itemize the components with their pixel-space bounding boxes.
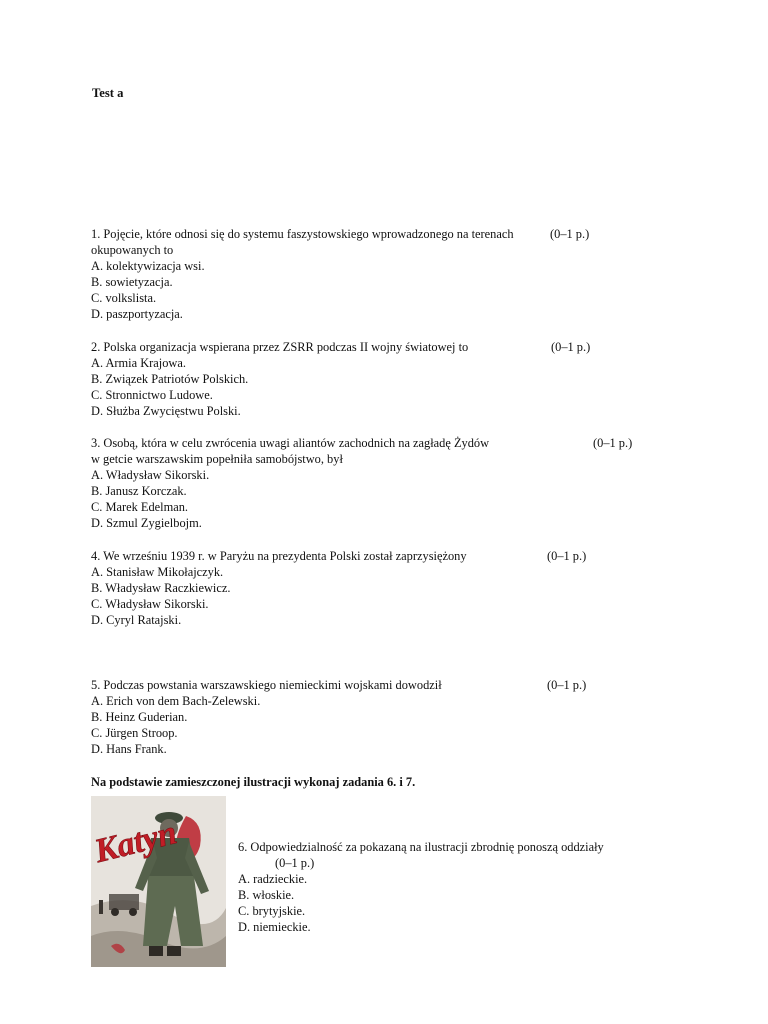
- answer-option: D. Cyryl Ratajski.: [91, 613, 182, 627]
- answer-option: D. Szmul Zygielbojm.: [91, 516, 202, 530]
- answer-option: B. Związek Patriotów Polskich.: [91, 372, 249, 386]
- answer-option: A. Armia Krajowa.: [91, 356, 186, 370]
- question-text: 4. We wrześniu 1939 r. w Paryżu na prezydenta Polski został zaprzysiężony: [91, 549, 467, 563]
- poster-title: Katyn: [91, 814, 181, 871]
- answer-option: A. radzieckie.: [238, 872, 308, 886]
- answer-option: C. Jürgen Stroop.: [91, 726, 178, 740]
- answer-option: B. Heinz Guderian.: [91, 710, 188, 724]
- question-6: [238, 839, 604, 935]
- katyn-poster-image: [91, 796, 226, 967]
- points-label: (0–1 p.): [275, 856, 315, 870]
- question-4: [91, 548, 651, 628]
- instruction-text: Na podstawie zamieszczonej ilustracji wykonaj zadania 6. i 7.: [91, 775, 416, 789]
- answer-option: D. niemieckie.: [238, 920, 311, 934]
- answer-option: D. Hans Frank.: [91, 742, 167, 756]
- answer-option: C. brytyjskie.: [238, 904, 306, 918]
- answer-option: C. volkslista.: [91, 291, 157, 305]
- poster-lettering: [91, 796, 226, 967]
- question-text: 6. Odpowiedzialność za pokazaną na ilustracji zbrodnię ponoszą oddziały: [238, 840, 604, 854]
- points-label: (0–1 p.): [551, 340, 591, 354]
- question-2: [91, 339, 651, 419]
- question-3: [91, 435, 651, 531]
- answer-option: D. Służba Zwycięstwu Polski.: [91, 404, 241, 418]
- answer-option: A. Stanisław Mikołajczyk.: [91, 565, 224, 579]
- question-text: 2. Polska organizacja wspierana przez ZSRR podczas II wojny światowej to: [91, 340, 469, 354]
- page-title: Test a: [92, 86, 124, 100]
- question-text: 3. Osobą, która w celu zwrócenia uwagi aliantów zachodnich na zagładę Żydów: [91, 436, 490, 450]
- points-label: (0–1 p.): [593, 436, 633, 450]
- answer-option: A. Erich von dem Bach-Zelewski.: [91, 694, 261, 708]
- question-1: [91, 226, 651, 322]
- answer-option: C. Władysław Sikorski.: [91, 597, 209, 611]
- answer-option: C. Stronnictwo Ludowe.: [91, 388, 213, 402]
- points-label: (0–1 p.): [547, 549, 587, 563]
- answer-option: B. włoskie.: [238, 888, 295, 902]
- answer-option: D. paszportyzacja.: [91, 307, 183, 321]
- points-label: (0–1 p.): [547, 678, 587, 692]
- question-text: 1. Pojęcie, które odnosi się do systemu faszystowskiego wprowadzonego na terenach: [91, 227, 514, 241]
- points-label: (0–1 p.): [550, 227, 590, 241]
- answer-option: C. Marek Edelman.: [91, 500, 189, 514]
- question-5: [91, 677, 651, 757]
- question-text: okupowanych to: [91, 243, 174, 257]
- answer-option: B. Janusz Korczak.: [91, 484, 187, 498]
- answer-option: A. kolektywizacja wsi.: [91, 259, 205, 273]
- answer-option: B. sowietyzacja.: [91, 275, 173, 289]
- question-text: w getcie warszawskim popełniła samobójstwo, był: [91, 452, 343, 466]
- answer-option: A. Władysław Sikorski.: [91, 468, 210, 482]
- answer-option: B. Władysław Raczkiewicz.: [91, 581, 231, 595]
- question-text: 5. Podczas powstania warszawskiego niemieckimi wojskami dowodził: [91, 678, 442, 692]
